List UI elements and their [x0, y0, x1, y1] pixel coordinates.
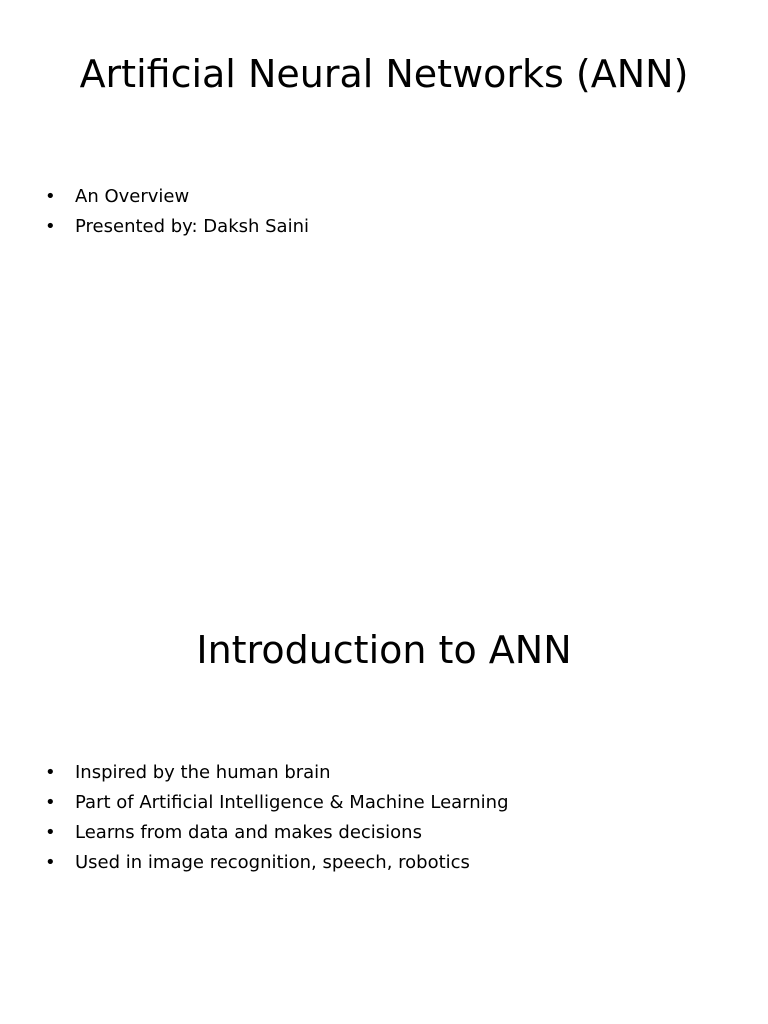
slide-title: Introduction to ANN — [196, 628, 572, 672]
bullet-text: Learns from data and makes decisions — [75, 822, 422, 843]
bullet-text: Part of Artificial Intelligence & Machine Learning — [75, 792, 509, 813]
bullet-dot-icon: • — [45, 216, 56, 237]
bullet-dot-icon: • — [45, 186, 56, 207]
bullet-dot-icon: • — [45, 792, 56, 813]
slide-title: Artificial Neural Networks (ANN) — [79, 52, 689, 96]
bullet-text: An Overview — [75, 186, 190, 207]
slide-2 — [0, 576, 768, 1024]
bullet-dot-icon: • — [45, 852, 56, 873]
bullet-text: Used in image recognition, speech, robotics — [75, 852, 470, 873]
bullet-dot-icon: • — [45, 822, 56, 843]
bullet-dot-icon: • — [45, 762, 56, 783]
bullet-text: Inspired by the human brain — [75, 762, 331, 783]
bullet-text: Presented by: Daksh Saini — [75, 216, 309, 237]
